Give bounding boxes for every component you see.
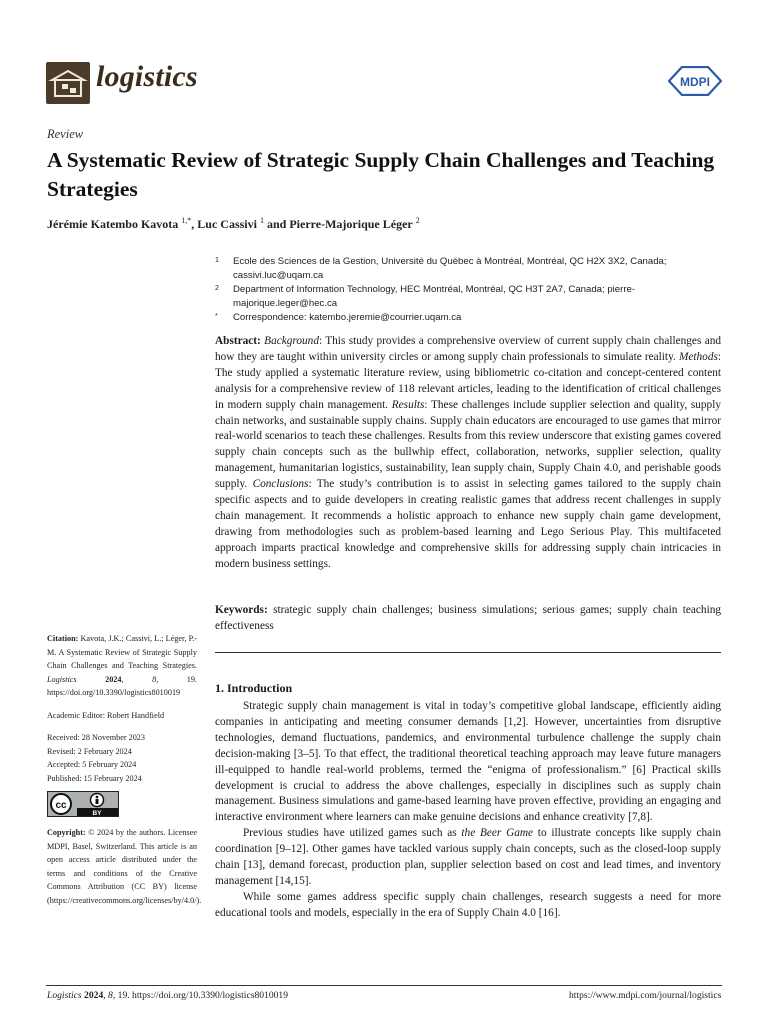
affiliation-item — [215, 311, 725, 325]
abstract-label: Abstract: — [215, 335, 261, 347]
citation-text: Kavota, J.K.; Cassivi, L.; Léger, P.-M. A Systematic Review of Strategic Supply Chain Challenges and Teaching Strategies. — [47, 634, 197, 670]
affiliation-mark: * — [215, 313, 218, 320]
author-affil-mark: 1 — [259, 216, 264, 225]
keywords — [215, 603, 721, 635]
footer-journal: Logistics — [47, 990, 82, 1001]
mdpi-logo[interactable] — [668, 66, 722, 96]
affiliation-mark: 2 — [215, 285, 219, 292]
date-published: Published: 15 February 2024 — [47, 773, 142, 783]
abstract-results-label: Results — [391, 398, 425, 411]
emphasis-text: the Beer Game — [461, 827, 534, 840]
author-name[interactable]: Luc Cassivi — [197, 217, 257, 231]
keywords-label: Keywords: — [215, 604, 268, 616]
abstract-background-label: Background — [264, 335, 319, 347]
author-separator: , — [191, 217, 198, 231]
abstract-conclusions: : The study’s contribution is to assist in selecting games tailored to the supply chain specific aspects and to guide developers in creating realistic games that address recent challenges in supply chain management. It recommends a holistic approach to enhance new supply chain game development, drawing from methodologies such as problem-based learning and Lego Serious Play. This multifaceted approach imparts practical knowledge and comprehensive skills for addressing supply chain intricacies in modern business settings. — [215, 478, 721, 570]
citation-year: 2024 — [76, 674, 122, 684]
author-list — [47, 216, 420, 232]
cc-by-license-icon[interactable] — [47, 791, 119, 817]
section-divider — [215, 652, 721, 653]
abstract-methods-label: Methods — [678, 350, 718, 363]
date-revised: Revised: 2 February 2024 — [47, 746, 132, 756]
author-separator: and — [263, 217, 290, 231]
copyright-label: Copyright: — [47, 828, 86, 837]
abstract-methods: : The study applied a systematic literature review, using bibliometric co-citation and concept-centered content analysis for a comprehensive review of 118 relevant articles, leading to the identification of critical challenges in modern supply chain management. — [215, 350, 722, 411]
author-name[interactable]: Jérémie Katembo Kavota — [47, 217, 179, 231]
article-info-sidebar — [47, 632, 202, 907]
date-received: Received: 28 November 2023 — [47, 733, 145, 742]
citation-doi[interactable]: , 19. https://doi.org/10.3390/logistics8010019 — [47, 674, 198, 697]
introduction-body — [215, 699, 721, 922]
paragraph — [215, 826, 721, 890]
author-affil-mark: 1,* — [181, 216, 192, 225]
affiliation-item — [215, 255, 725, 283]
cc-text: cc — [55, 800, 67, 811]
author-affil-mark: 2 — [415, 216, 420, 225]
copyright-text: © 2024 by the authors. Licensee MDPI, Basel, Switzerland. This article is an open access article distributed under the terms and conditions of the Creative Commons Attribution (CC BY) license (https://creativecommons.org/licenses/by/4.0/). — [47, 828, 202, 905]
correspondence-text[interactable]: Correspondence: katembo.jeremie@courrier.uqam.ca — [233, 312, 462, 323]
journal-name[interactable]: logistics — [96, 60, 198, 93]
affiliation-text: Ecole des Sciences de la Gestion, Université du Québec à Montréal, Montréal, QC H2X 3X2, Canada; cassivi.luc@uqam.ca — [233, 256, 667, 281]
abstract-results: : These challenges include supplier selection and quality, supply chain networks, and sustainable supply chains. Supply chain educators are encouraged to use games that mirror real-world scenarios to teach these challenges. Results from this review underscore that existing games covered supply chain concepts such as the bullwhip effect, collaboration, networks, supplier selection, quality management, humanitarian logistics, sustainability, lean supply chain, Supply Chain 4.0, and perishable goods supply. — [215, 398, 721, 491]
abstract — [215, 334, 721, 573]
paragraph: Strategic supply chain management is vital in today’s competitive global landscape, efficiently aiding companies in anticipating and meeting consumer demands [1,2]. However, uncertainties from disruptive technologies, demand fluctuations, pandemics, and environmental turbulence challenge the supply chain decision-making [3–5]. To that effect, the traditional theoretical teaching approach may leave future managers ill-equipped to handle real-world problems, termed the “enigma of professionalism.” [6] Practical skills development is crucial to address the above challenges, especially in disciplines such as supply chain management. Business simulations and game-based learning have proven effective, providing an engaging and interactive environment where learners can make genuine decisions and enhance creativity [7,8]. — [215, 700, 721, 824]
footer-doi[interactable]: , 19. https://doi.org/10.3390/logistics8010019 — [112, 990, 289, 1001]
by-text: BY — [92, 810, 102, 817]
copyright-notice — [47, 826, 202, 907]
mdpi-logo-text: MDPI — [680, 75, 710, 89]
author-name[interactable]: Pierre-Majorique Léger — [289, 217, 413, 231]
abstract-background: : This study provides a comprehensive overview of current supply chain challenges and how they are taught within university circles or among supply chain professionals to simulate reality. — [215, 335, 722, 363]
footer-divider — [46, 985, 722, 986]
footer-citation — [47, 990, 288, 1001]
citation-journal: Logistics — [47, 674, 77, 684]
affiliations — [215, 255, 725, 325]
section-heading: 1. Introduction — [215, 681, 293, 695]
journal-logo-icon — [46, 62, 90, 104]
abstract-conclusions-label: Conclusions — [252, 478, 309, 491]
academic-editor: Academic Editor: Robert Handfield — [47, 710, 165, 720]
article-title: A Systematic Review of Strategic Supply Chain Challenges and Teaching Strategies — [47, 148, 715, 201]
paragraph: While some games address specific supply chain challenges, research suggests a need for more educational tools and models, especially in the era of Supply Chain 4.0 [16]. — [215, 890, 721, 919]
date-accepted: Accepted: 5 February 2024 — [47, 760, 137, 769]
article-type: Review — [47, 127, 84, 141]
footer-journal-url[interactable]: https://www.mdpi.com/journal/logistics — [569, 990, 722, 1001]
footer-year: 2024 — [81, 990, 104, 1001]
citation — [47, 632, 197, 700]
affiliation-mark: 1 — [215, 257, 219, 264]
citation-label: Citation: — [47, 634, 79, 643]
footer-volume: , 8 — [103, 990, 113, 1001]
keywords-text: strategic supply chain challenges; business simulations; serious games; supply chain teaching effectiveness — [215, 604, 721, 632]
affiliation-item — [215, 283, 725, 311]
paragraph-text: to illustrate concepts like supply chain coordination [9–12]. Other games have tackled various supply chain concepts, such as the closed-loop supply chain [13], demand forecast, production plan, supplier selection based on cost and lead times, and inventory management [14,15]. — [215, 827, 721, 887]
affiliation-text: Department of Information Technology, HEC Montréal, Montréal, QC H3T 2A7, Canada; pierre-majorique.leger@hec.ca — [233, 284, 636, 309]
paragraph-text: Previous studies have utilized games such as — [243, 827, 462, 840]
citation-volume: , 8 — [121, 674, 157, 684]
